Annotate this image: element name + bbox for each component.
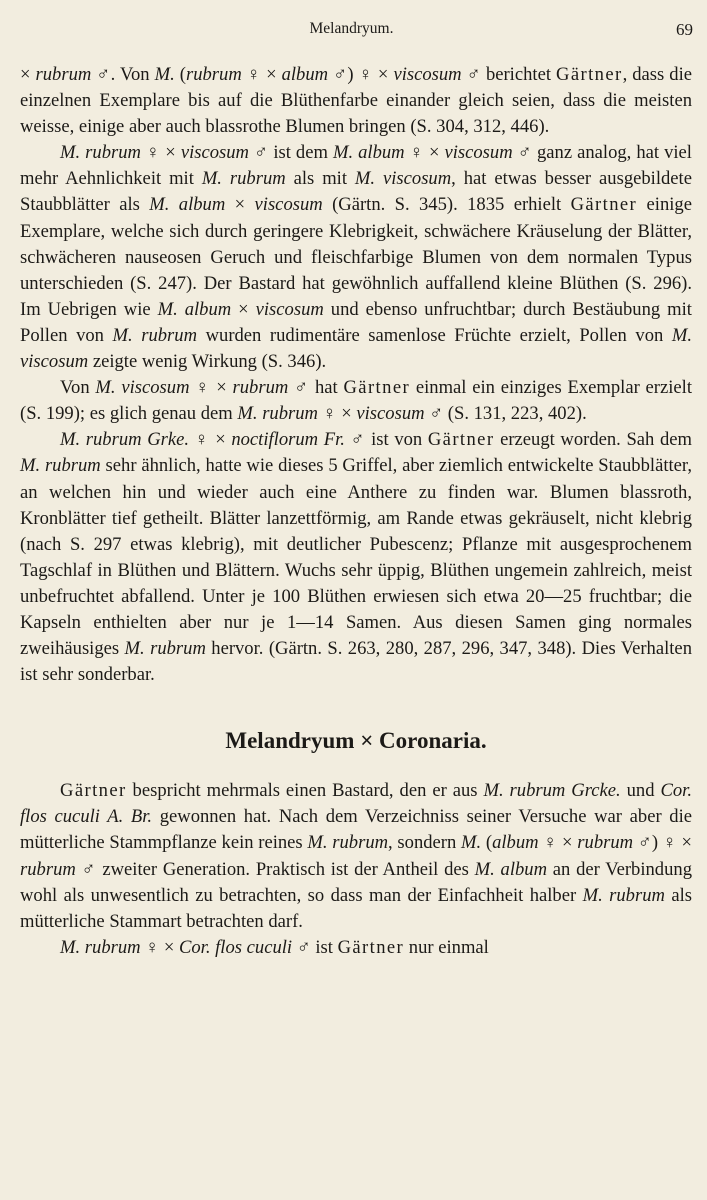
paragraph: [20, 140, 692, 375]
text-run: Von: [60, 377, 96, 399]
italic-text: M.: [154, 64, 175, 85]
text-run: (: [481, 832, 493, 854]
paragraph: [20, 375, 692, 427]
italic-text: M. rubrum Grcke.: [483, 780, 621, 802]
spaced-name: Gärtner: [427, 429, 495, 451]
italic-text: rubrum: [20, 858, 76, 880]
running-title: Melandryum.: [309, 20, 394, 37]
italic-text: M. rubrum: [307, 832, 389, 854]
italic-text: M. viscosum: [354, 168, 452, 190]
text-run: einige Exemplare, welche sich durch geringere Klebrigkeit, schwächere Kräuselung der Blätter, schwächeren nauseosen Geruch und fleischfarbige Blumen von dem normalen Typus unterschieden (S. 247). Der Bastard hat gewöhnlich auffallend kleine Blüthen (S. 296). Im Uebrigen wie: [20, 194, 692, 320]
paragraph: [20, 62, 692, 140]
spaced-name: Gärtner: [60, 780, 127, 802]
spaced-name: Gärtner: [337, 936, 405, 958]
text-run: (Gärtn. S. 345). 1835 erhielt: [322, 194, 571, 216]
text-run: , hat etwas besser ausgebildete Staubblätter als: [20, 168, 692, 216]
italic-text: album: [281, 64, 329, 85]
spaced-name: Gärtner: [343, 377, 411, 399]
italic-text: M. rubrum: [124, 638, 206, 660]
text-run: ×: [231, 298, 256, 320]
italic-text: M. rubrum: [60, 936, 141, 958]
text-run: ♂. Von: [91, 64, 155, 85]
text-run: an der Verbindung wohl als unwesentlich zu betrachten, so dass man der Einfachheit halber: [20, 858, 692, 906]
italic-text: viscosum: [180, 142, 249, 164]
page-header: [20, 20, 693, 44]
text-run: (: [174, 64, 186, 85]
text-run: wurden rudimentäre samenlose Früchte erzielt, Pollen von: [197, 324, 672, 346]
italic-text: M. rubrum: [201, 168, 286, 190]
text-run: ×: [20, 64, 36, 85]
italic-text: rubrum: [35, 64, 92, 85]
italic-text: M. album: [157, 298, 232, 320]
text-run: als mit: [285, 168, 355, 190]
italic-text: M. album: [474, 858, 548, 880]
italic-text: M. rubrum: [20, 455, 101, 477]
italic-text: M. rubrum Grke.: [60, 429, 190, 451]
text-run: ♂ hat: [288, 377, 344, 399]
spaced-name: Gärtner: [556, 64, 623, 85]
text-run: ♀ ×: [140, 142, 181, 164]
italic-text: rubrum: [185, 64, 242, 85]
text-run: einmal ein einziges Exemplar erzielt (S. 199); es glich genau dem: [20, 377, 693, 425]
italic-text: M. album: [332, 142, 405, 164]
text-run: ♀ ×: [140, 936, 179, 958]
italic-text: M. viscosum: [20, 324, 692, 373]
text-run: ♂ ist von: [344, 429, 428, 451]
text-run: hervor. (Gärtn. S. 263, 280, 287, 296, 347, 348). Dies Verhalten ist sehr sonderbar.: [20, 638, 692, 686]
text-run: nur einmal: [404, 936, 489, 958]
spaced-name: Gärtner: [570, 194, 638, 216]
text-run: ♀ ×: [538, 832, 578, 854]
text-run: sehr ähnlich, hatte wie dieses 5 Griffel, aber ziemlich entwickelte Staubblätter, an welchen hin und wieder auch eine Anthere zu finden war. Blumen blassroth, Kronblätter tief getheilt. Blätter lanzettförmig, am Rande etwas gekräuselt, nicht klebrig (nach S. 297 etwas klebrig), mit deutlicher Pubescenz; Pflanze mit ausgesprochenem Tagschlaf in Blüthen und Blättern. Wuchs sehr üppig, Blüthen ungemein zahlreich, meist unbefruchtet abfallend. Unter je 100 Blüthen erwiesen sich etwa 20—25 fruchtbar; die Kapseln enthielten aber nur je 1—14 Samen. Aus diesen Samen ging normales zweihäusiges: [20, 455, 693, 660]
italic-text: Cor. flos cuculi: [178, 936, 293, 958]
text-run: bespricht mehrmals einen Bastard, den er aus: [126, 780, 484, 802]
text-run: ♀ ×: [317, 403, 357, 425]
text-run: ♂ ist dem: [248, 142, 333, 164]
text-run: , dass die einzelnen Exemplare bis auf die Blüthenfarbe einander gleich seien, dass die meisten weisse, einige aber auch blassrothe Blumen bringen (S. 304, 312, 446).: [20, 64, 693, 138]
italic-text: viscosum: [393, 64, 462, 85]
text-run: ♀ ×: [189, 429, 232, 451]
text-run: ♀ ×: [241, 64, 282, 85]
text-run: ♂) ♀ ×: [328, 64, 394, 85]
text-run: ×: [225, 194, 255, 216]
text-run: erzeugt worden. Sah dem: [494, 429, 692, 451]
paragraph: [20, 778, 692, 935]
text-run: als mütterliche Stammart betrachten darf.: [20, 884, 692, 932]
text-run: , sondern: [388, 832, 462, 854]
text-run: ♀ ×: [404, 142, 445, 164]
italic-text: M. rubrum: [60, 142, 141, 164]
italic-text: M. rubrum: [112, 324, 198, 346]
text-run: zeigte wenig Wirkung (S. 346).: [88, 351, 327, 373]
body-text: [20, 62, 692, 961]
text-run: ♀ ×: [189, 377, 233, 399]
italic-text: rubrum: [577, 832, 634, 854]
italic-text: Cor. flos cuculi A. Br.: [20, 780, 693, 828]
text-run: ♂ berichtet: [461, 64, 556, 85]
text-run: ♂ zweiter Generation. Praktisch ist der Antheil des: [75, 858, 475, 880]
italic-text: M.: [461, 832, 482, 854]
italic-text: album: [492, 832, 539, 854]
paragraph: [20, 427, 692, 688]
text-run: und ebenso unfruchtbar; durch Bestäubung mit Pollen von: [20, 298, 692, 346]
italic-text: viscosum: [356, 403, 425, 425]
italic-text: viscosum: [444, 142, 513, 164]
italic-text: rubrum: [232, 377, 289, 399]
italic-text: M. rubrum: [237, 403, 318, 425]
italic-text: viscosum: [255, 298, 324, 320]
text-run: gewonnen hat. Nach dem Verzeichniss seiner Versuche war aber die mütterliche Stammpflanze kein reines: [20, 806, 692, 854]
text-run: ♂ ist: [292, 936, 338, 958]
section-heading: Melandryum × Coronaria.: [225, 728, 487, 754]
text-run: ♂) ♀ ×: [633, 832, 692, 854]
text-run: ♂ ganz analog, hat viel mehr Aehnlichkeit mit: [20, 142, 692, 190]
italic-text: M. rubrum: [582, 884, 665, 906]
italic-text: M. viscosum: [95, 377, 190, 399]
paragraph: [20, 935, 692, 961]
page-number: 69: [676, 20, 693, 39]
italic-text: M. album: [149, 194, 226, 216]
italic-text: viscosum: [254, 194, 323, 216]
text-run: ♂ (S. 131, 223, 402).: [424, 403, 587, 425]
text-run: und: [620, 780, 661, 802]
italic-text: noctiflorum Fr.: [231, 429, 345, 451]
